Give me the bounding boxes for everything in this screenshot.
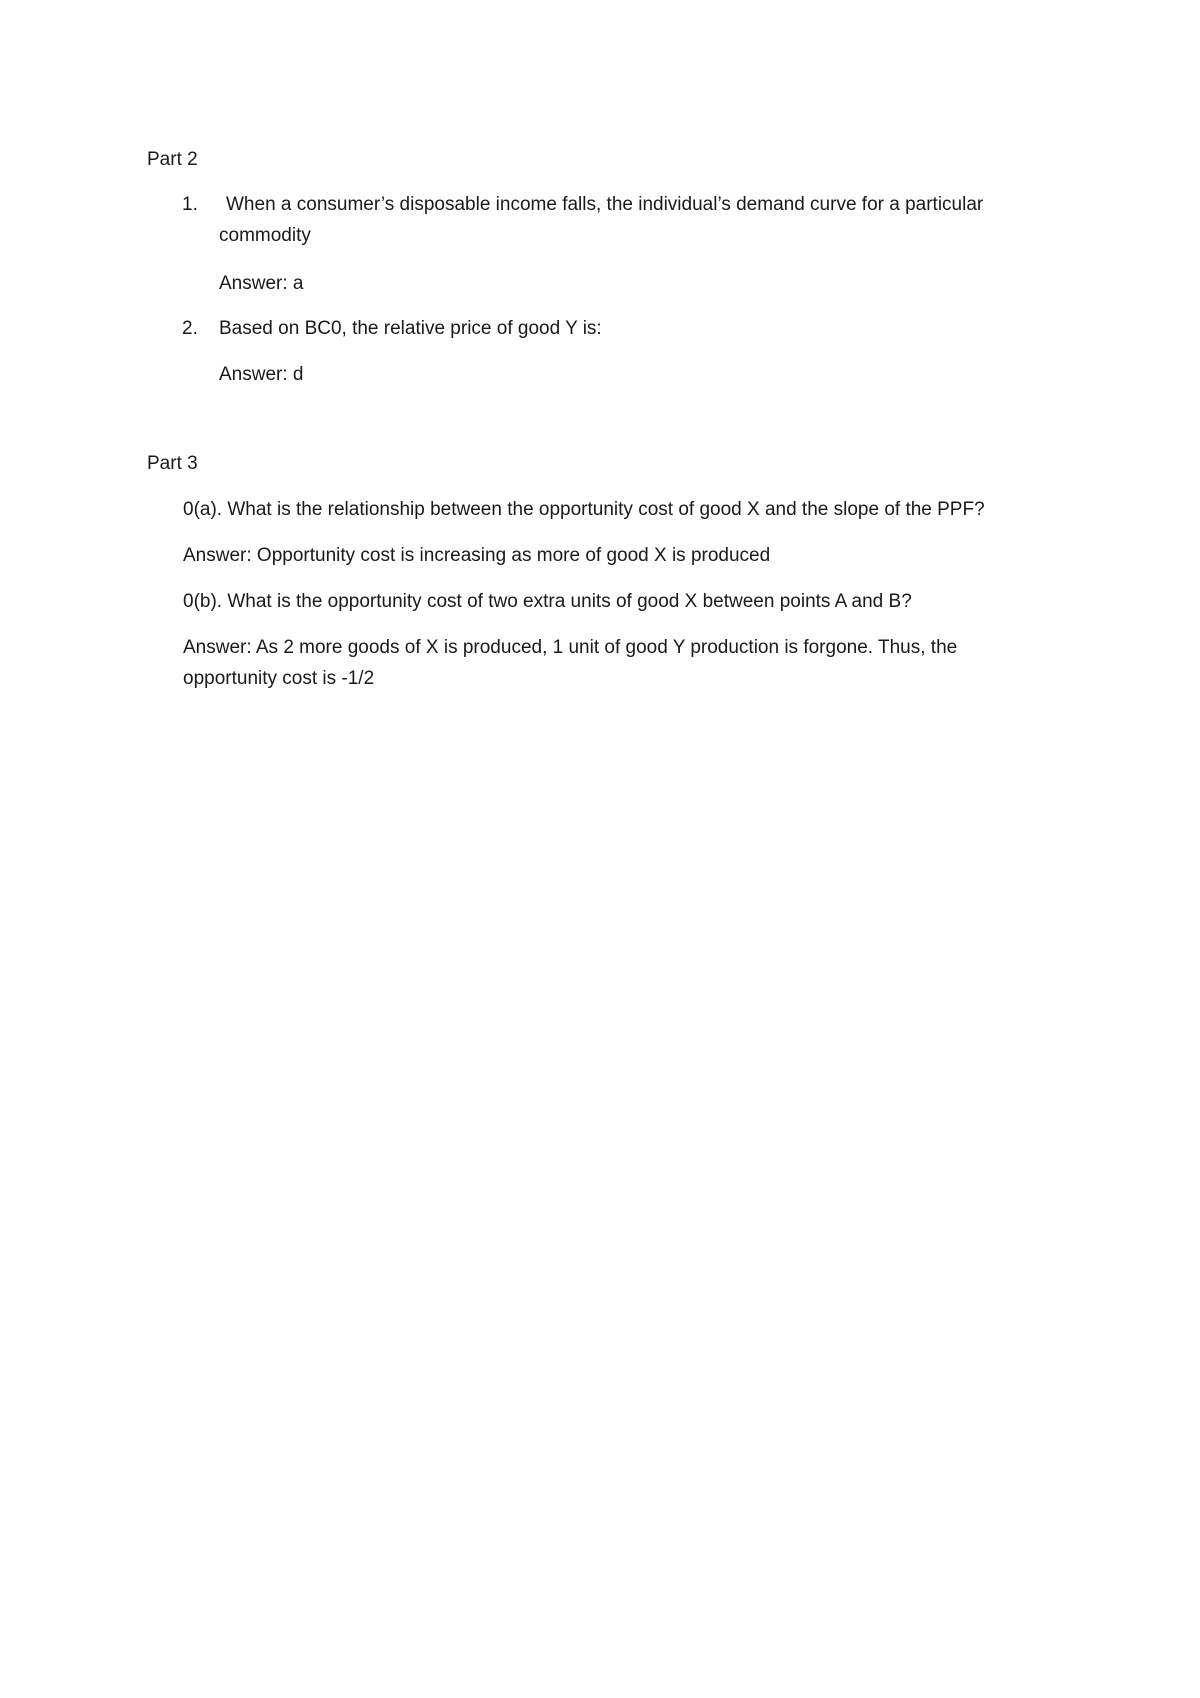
answer-0a: Answer: Opportunity cost is increasing as more of good X is produced	[183, 545, 771, 566]
question-1-number: 1.	[182, 194, 198, 215]
answer-0b-line2: opportunity cost is -1/2	[183, 668, 375, 689]
question-0a: 0(a). What is the relationship between the opportunity cost of good X and the slope of the PPF?	[183, 499, 985, 520]
question-1-text-line1: When a consumer’s disposable income falls, the individual’s demand curve for a particular	[226, 194, 984, 215]
question-1-answer: Answer: a	[219, 273, 304, 294]
question-2-text: Based on BC0, the relative price of good Y is:	[219, 318, 602, 339]
question-2-answer: Answer: d	[219, 364, 304, 385]
question-1-text-line2: commodity	[219, 225, 311, 246]
part2-heading: Part 2	[147, 149, 198, 170]
answer-0b-line1: Answer: As 2 more goods of X is produced, 1 unit of good Y production is forgone. Thus, the	[183, 637, 958, 658]
question-0b: 0(b). What is the opportunity cost of two extra units of good X between points A and B?	[183, 591, 912, 612]
part3-heading: Part 3	[147, 453, 198, 474]
question-2-number: 2.	[182, 318, 198, 339]
